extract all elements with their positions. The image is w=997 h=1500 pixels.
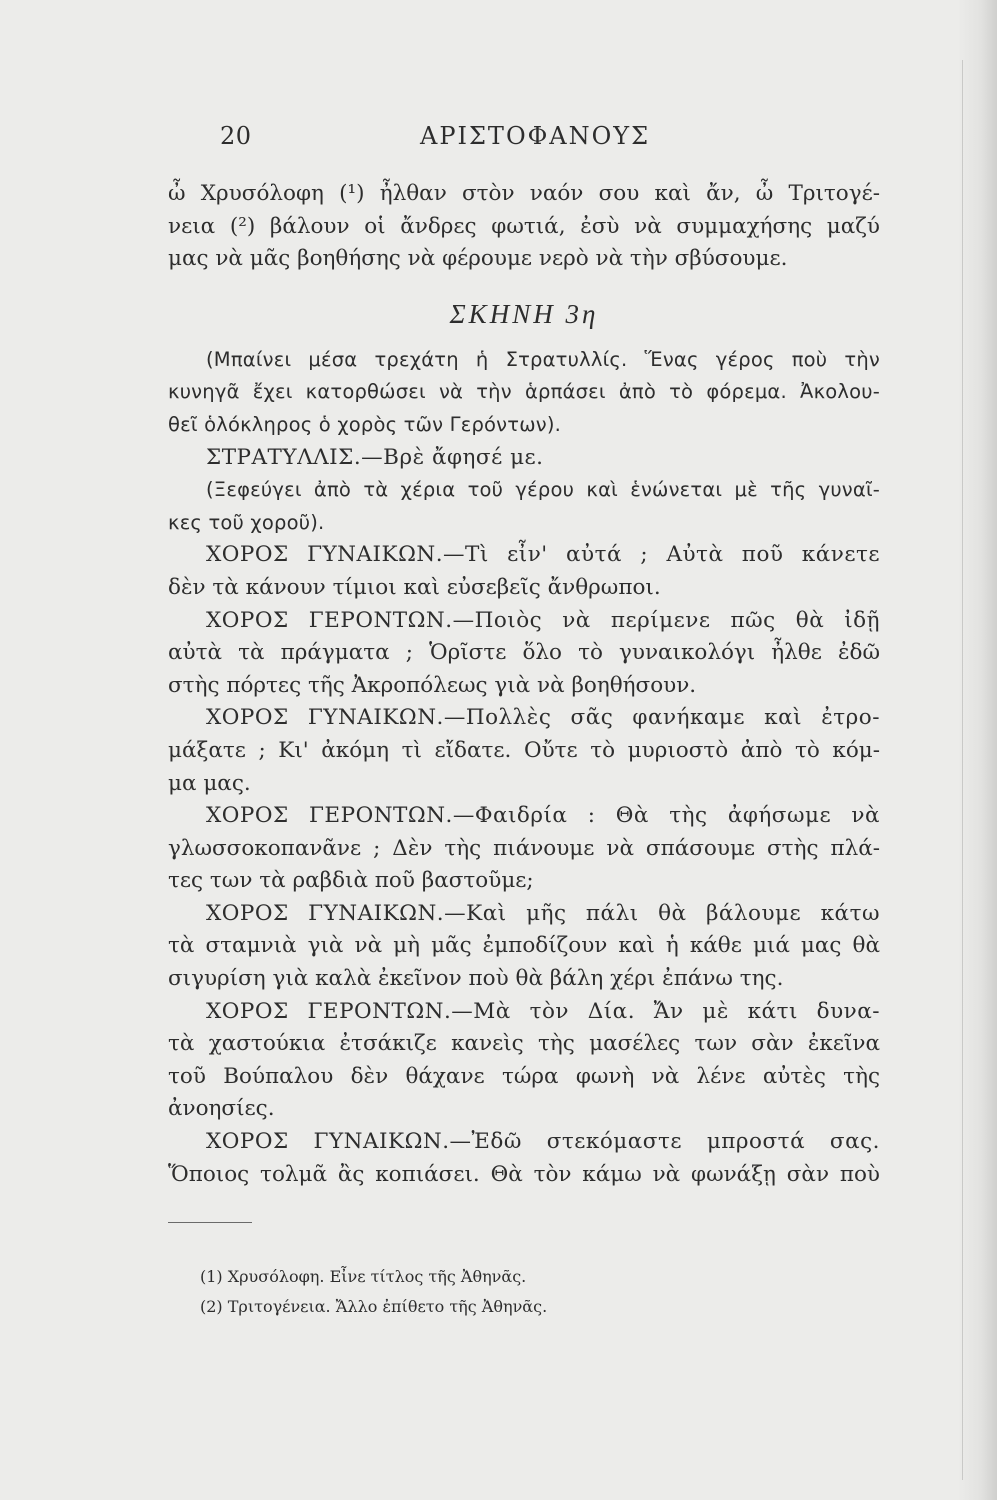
text-line: ΧΟΡΟΣ ΓΕΡΟΝΤΩΝ.—Μὰ τὸν Δία. Ἄν μὲ κάτι δυνα-: [206, 998, 880, 1024]
main-text: [168, 178, 880, 1191]
text-line: κυνηγᾶ ἔχει κατορθώσει νὰ τὴν ἁρπάσει ἀπὸ τὸ φόρεμα. Ἀκολου-: [168, 380, 880, 404]
dialogue-stratyllis: [168, 442, 880, 475]
text-line: ΧΟΡΟΣ ΓΥΝΑΙΚΩΝ.—Ἐδῶ στεκόμαστε μπροστά σας.: [206, 1129, 880, 1155]
stage-direction: [168, 474, 880, 539]
text-line: ὦ Χρυσόλοφη (¹) ἦλθαν στὸν ναόν σου καὶ ἄν, ὦ Τριτογέ-: [168, 181, 880, 206]
dialogue-chorus-elders: [168, 800, 880, 898]
text-line: ΣΤΡΑΤΥΛΛΙΣ.—Βρὲ ἄφησέ με.: [206, 444, 544, 470]
text-line: (Μπαίνει μέσα τρεχάτη ἡ Στρατυλλίς. Ἕνας γέρος ποὺ τὴν: [206, 347, 880, 371]
text-line: ΧΟΡΟΣ ΓΕΡΟΝΤΩΝ.—Ποιὸς νὰ περίμενε πῶς θὰ ἰδῇ: [206, 607, 880, 633]
opening-paragraph: [168, 178, 880, 276]
running-title: ΑΡΙΣΤΟΦΑΝΟΥΣ: [420, 122, 651, 150]
text-line: αὐτὰ τὰ πράγματα ; Ὁρῖστε ὅλο τὸ γυναικολόγι ἦλθε ἐδῶ: [168, 640, 880, 666]
text-line: ΧΟΡΟΣ ΓΕΡΟΝΤΩΝ.—Φαιδρία : Θὰ τὴς ἀφήσωμε νὰ: [206, 803, 880, 829]
dialogue-chorus-women: [168, 702, 880, 800]
dialogue-chorus-women: [168, 539, 880, 604]
dialogue-chorus-women: [168, 1126, 880, 1191]
stage-direction: [168, 344, 880, 442]
text-line: σιγυρίση γιὰ καλὰ ἐκεῖνον ποὺ θὰ βάλη χέρι ἐπάνω της.: [168, 966, 784, 992]
text-line: δὲν τὰ κάνουν τίμιοι καὶ εὐσεβεῖς ἄνθρωποι.: [168, 574, 661, 600]
text-line: κες τοῦ χοροῦ).: [168, 510, 325, 534]
text-line: τες των τὰ ραβδιὰ ποῦ βαστοῦμε;: [168, 868, 534, 894]
footnotes: [200, 1262, 547, 1322]
text-line: μάξατε ; Κι' ἀκόμη τὶ εἴδατε. Οὔτε τὸ μυριοστὸ ἀπὸ τὸ κόμ-: [168, 737, 880, 763]
footnote-2: (2) Τριτογένεια. Ἄλλο ἐπίθετο τῆς Ἀθηνᾶς.: [200, 1297, 548, 1316]
page-header: [168, 122, 880, 158]
text-line: Ὅποιος τολμᾶ ἂς κοπιάσει. Θὰ τὸν κάμω νὰ φωνάξῃ σὰν ποὺ: [168, 1161, 880, 1187]
dialogue-chorus-elders: [168, 996, 880, 1126]
dialogue-chorus-women: [168, 898, 880, 996]
text-line: τοῦ Βούπαλου δὲν θάχανε τώρα φωνὴ νὰ λένε αὐτὲς τὴς: [168, 1063, 880, 1089]
footnote-1: (1) Χρυσόλοφη. Εἶνε τίτλος τῆς Ἀθηνᾶς.: [200, 1267, 527, 1286]
text-line: ἀνοησίες.: [168, 1096, 275, 1122]
dialogue-chorus-elders: [168, 605, 880, 703]
page-number: 20: [220, 122, 252, 150]
scene-heading: ΣΚΗΝΗ 3η: [449, 298, 599, 329]
page-edge-line: [962, 60, 963, 1480]
text-line: νεια (²) βάλουν οἱ ἄνδρες φωτιά, ἐσὺ νὰ συμμαχήσης μαζύ: [168, 213, 880, 239]
footnote-rule: [168, 1222, 252, 1223]
text-line: ΧΟΡΟΣ ΓΥΝΑΙΚΩΝ.—Καὶ μῆς πάλι θὰ βάλουμε κάτω: [206, 900, 880, 926]
text-line: τὰ σταμνιὰ γιὰ νὰ μὴ μᾶς ἐμποδίζουν καὶ ἡ κάθε μιά μας θὰ: [168, 933, 880, 959]
text-line: ΧΟΡΟΣ ΓΥΝΑΙΚΩΝ.—Τὶ εἶν' αὐτά ; Αὐτὰ ποῦ κάνετε: [206, 542, 880, 568]
text-line: μα μας.: [168, 770, 251, 796]
text-line: μας νὰ μᾶς βοηθήσης νὰ φέρουμε νερὸ νὰ τὴν σβύσουμε.: [168, 246, 788, 272]
text-line: (Ξεφεύγει ἀπὸ τὰ χέρια τοῦ γέρου καὶ ἑνώνεται μὲ τῆς γυναῖ-: [206, 478, 880, 502]
text-line: γλωσσοκοπανᾶνε ; Δὲν τὴς πιάνουμε νὰ σπάσουμε στὴς πλά-: [168, 835, 880, 861]
text-line: στὴς πόρτες τῆς Ἀκροπόλεως γιὰ νὰ βοηθήσουν.: [168, 672, 697, 698]
page-edge-shadow: [957, 0, 997, 1500]
text-line: τὰ χαστούκια ἐτσάκιζε κανεὶς τὴς μασέλες των σὰν ἐκεῖνα: [168, 1031, 880, 1057]
text-line: ΧΟΡΟΣ ΓΥΝΑΙΚΩΝ.—Πολλὲς σᾶς φανήκαμε καὶ ἐτρο-: [206, 705, 880, 731]
text-line: θεῖ ὁλόκληρος ὁ χορὸς τῶν Γερόντων).: [168, 412, 562, 436]
